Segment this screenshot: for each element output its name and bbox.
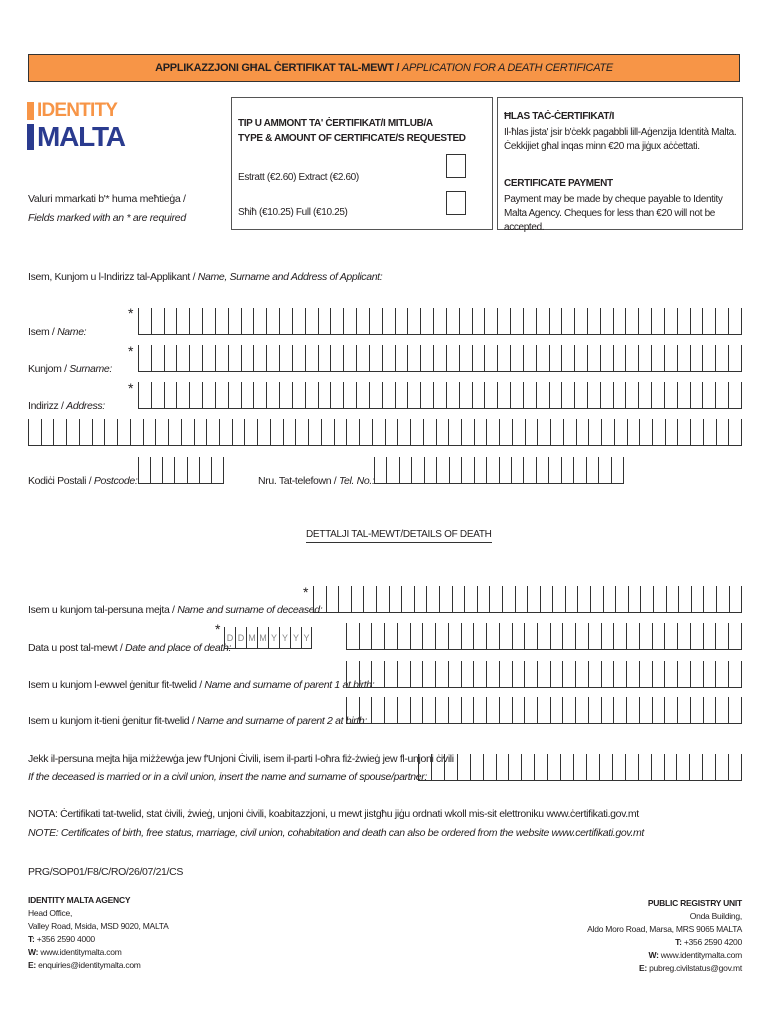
footer-right-web: www.identitymalta.com (660, 950, 742, 960)
title-english: APPLICATION FOR A DEATH CERTIFICATE (401, 62, 613, 74)
telephone-input[interactable] (374, 457, 624, 484)
death-date-label: Data u post tal-mewt / Date and place of death: (28, 642, 232, 654)
surname-label: Kunjom / Surname: (28, 363, 112, 375)
payment-heading-mt: ĦLAS TAĊ-ĊERTIFIKAT/I (504, 111, 615, 122)
extract-checkbox[interactable] (446, 154, 466, 178)
applicant-heading: Isem, Kunjom u l-Indirizz tal-Applikant / Name, Surname and Address of Applicant: (28, 271, 383, 283)
note-maltese: NOTA: Ċertifikati tat-twelid, stat ċivili, żwieġ, unjoni ċivili, koabitazzjoni, u mewt jistgħu jiġu ordnati wkoll mis-sit elettroniku www.ċertifikati.gov.mt (28, 808, 639, 820)
footer-right-line2: Aldo Moro Road, Marsa, MRS 9065 MALTA (587, 924, 742, 934)
footer-right: PUBLIC REGISTRY UNIT Onda Building, Aldo Moro Road, Marsa, MRS 9065 MALTA T: +356 2590 4200 W: www.identitymalta.com E: pubreg.civilstatus@gov.mt (587, 898, 742, 973)
footer-right-tel: +356 2590 4200 (683, 937, 742, 947)
postcode-input[interactable] (138, 457, 224, 484)
parent2-label: Isem u kunjom it-tieni ġenitur fit-twelid / Name and surname of parent 2 at birth: (28, 715, 367, 727)
footer-left-tel: +356 2590 4000 (36, 934, 95, 944)
payment-text-en: Payment may be made by cheque payable to Identity Malta Agency. Cheques for less than €20 will not be accepted. (504, 194, 723, 233)
spouse-label-mt: Jekk il-persuna mejta hija miżżewġa jew f'Unjoni Ċivili, isem il-parti l-oħra fiż-żwieġ jew fl-unjoni ċivili (28, 753, 454, 765)
required-star: * (128, 343, 134, 359)
required-star: * (128, 380, 134, 396)
title-maltese: APPLIKAZZJONI GĦAL ĊERTIFIKAT TAL-MEWT / (155, 62, 400, 74)
full-checkbox[interactable] (446, 191, 466, 215)
postcode-label: Kodiċi Postali / Postcode: (28, 475, 138, 487)
footer-left: IDENTITY MALTA AGENCY Head Office, Valley Road, Msida, MSD 9020, MALTA T: +356 2590 4000 W: www.identitymalta.com E: enquiries@identitymalta.com (28, 895, 169, 970)
footer-right-email: pubreg.civilstatus@gov.mt (649, 963, 742, 973)
payment-text-mt: Il-ħlas jista' jsir b'ċekk pagabbli lill-Aġenzija Identità Malta. Ċekkijiet għal inqas minn €20 ma jiġux aċċettati. (504, 127, 737, 152)
required-star: * (215, 621, 221, 637)
parent1-label: Isem u kunjom l-ewwel ġenitur fit-twelid / Name and surname of parent 1 at birth: (28, 679, 375, 691)
name-label: Isem / Name: (28, 326, 87, 338)
option-extract-label: Estratt (€2.60) Extract (€2.60) (238, 172, 359, 183)
form-reference: PRG/SOP01/F8/C/RO/26/07/21/CS (28, 866, 184, 878)
footer-right-line1: Onda Building, (689, 911, 742, 921)
required-note-mt: Valuri mmarkati b'* huma meħtieġa / (28, 193, 186, 205)
address-input-line-2[interactable] (28, 419, 742, 446)
name-input[interactable] (138, 308, 742, 335)
footer-left-web: www.identitymalta.com (40, 947, 122, 957)
logo-line-2: MALTA (37, 121, 125, 152)
spouse-input[interactable] (418, 754, 742, 781)
cert-heading-mt: TIP U AMMONT TA' ĊERTIFIKAT/I MITLUB/A (238, 118, 433, 129)
parent2-input[interactable] (346, 697, 742, 724)
footer-left-line2: Valley Road, Msida, MSD 9020, MALTA (28, 921, 169, 931)
required-star: * (128, 305, 134, 321)
footer-left-line1: Head Office, (28, 908, 73, 918)
option-full-label: Sħiħ (€10.25) Full (€10.25) (238, 207, 348, 218)
death-date-input[interactable]: D D M M Y Y Y Y (224, 627, 312, 649)
spouse-label-en: If the deceased is married or in a civil union, insert the name and surname of spouse/partner: (28, 771, 428, 783)
deceased-name-input[interactable] (313, 586, 742, 613)
form-title-bar (28, 54, 740, 82)
address-label: Indirizz / Address: (28, 400, 105, 412)
footer-left-org: IDENTITY MALTA AGENCY (28, 895, 131, 905)
required-star: * (303, 584, 309, 600)
logo-line-1: IDENTITY (37, 100, 118, 121)
address-input-line-1[interactable] (138, 382, 742, 409)
details-of-death-heading: DETTALJI TAL-MEWT/DETAILS OF DEATH (306, 529, 492, 543)
payment-heading-en: CERTIFICATE PAYMENT (504, 178, 613, 189)
note-english: NOTE: Certificates of birth, free status, marriage, civil union, cohabitation and death can also be ordered from the website www.certifikati.gov.mt (28, 827, 644, 839)
cert-heading-en: TYPE & AMOUNT OF CERTIFICATE/S REQUESTED (238, 133, 466, 144)
parent1-input[interactable] (346, 661, 742, 688)
footer-left-email: enquiries@identitymalta.com (38, 960, 141, 970)
identity-malta-logo (27, 100, 125, 152)
required-note-en: Fields marked with an * are required (28, 212, 186, 224)
death-place-input[interactable] (346, 623, 742, 650)
footer-right-org: PUBLIC REGISTRY UNIT (647, 898, 742, 908)
surname-input[interactable] (138, 345, 742, 372)
deceased-name-label: Isem u kunjom tal-persuna mejta / Name and surname of deceased: (28, 604, 323, 616)
telephone-label: Nru. Tat-telefown / Tel. No.: (258, 475, 375, 487)
